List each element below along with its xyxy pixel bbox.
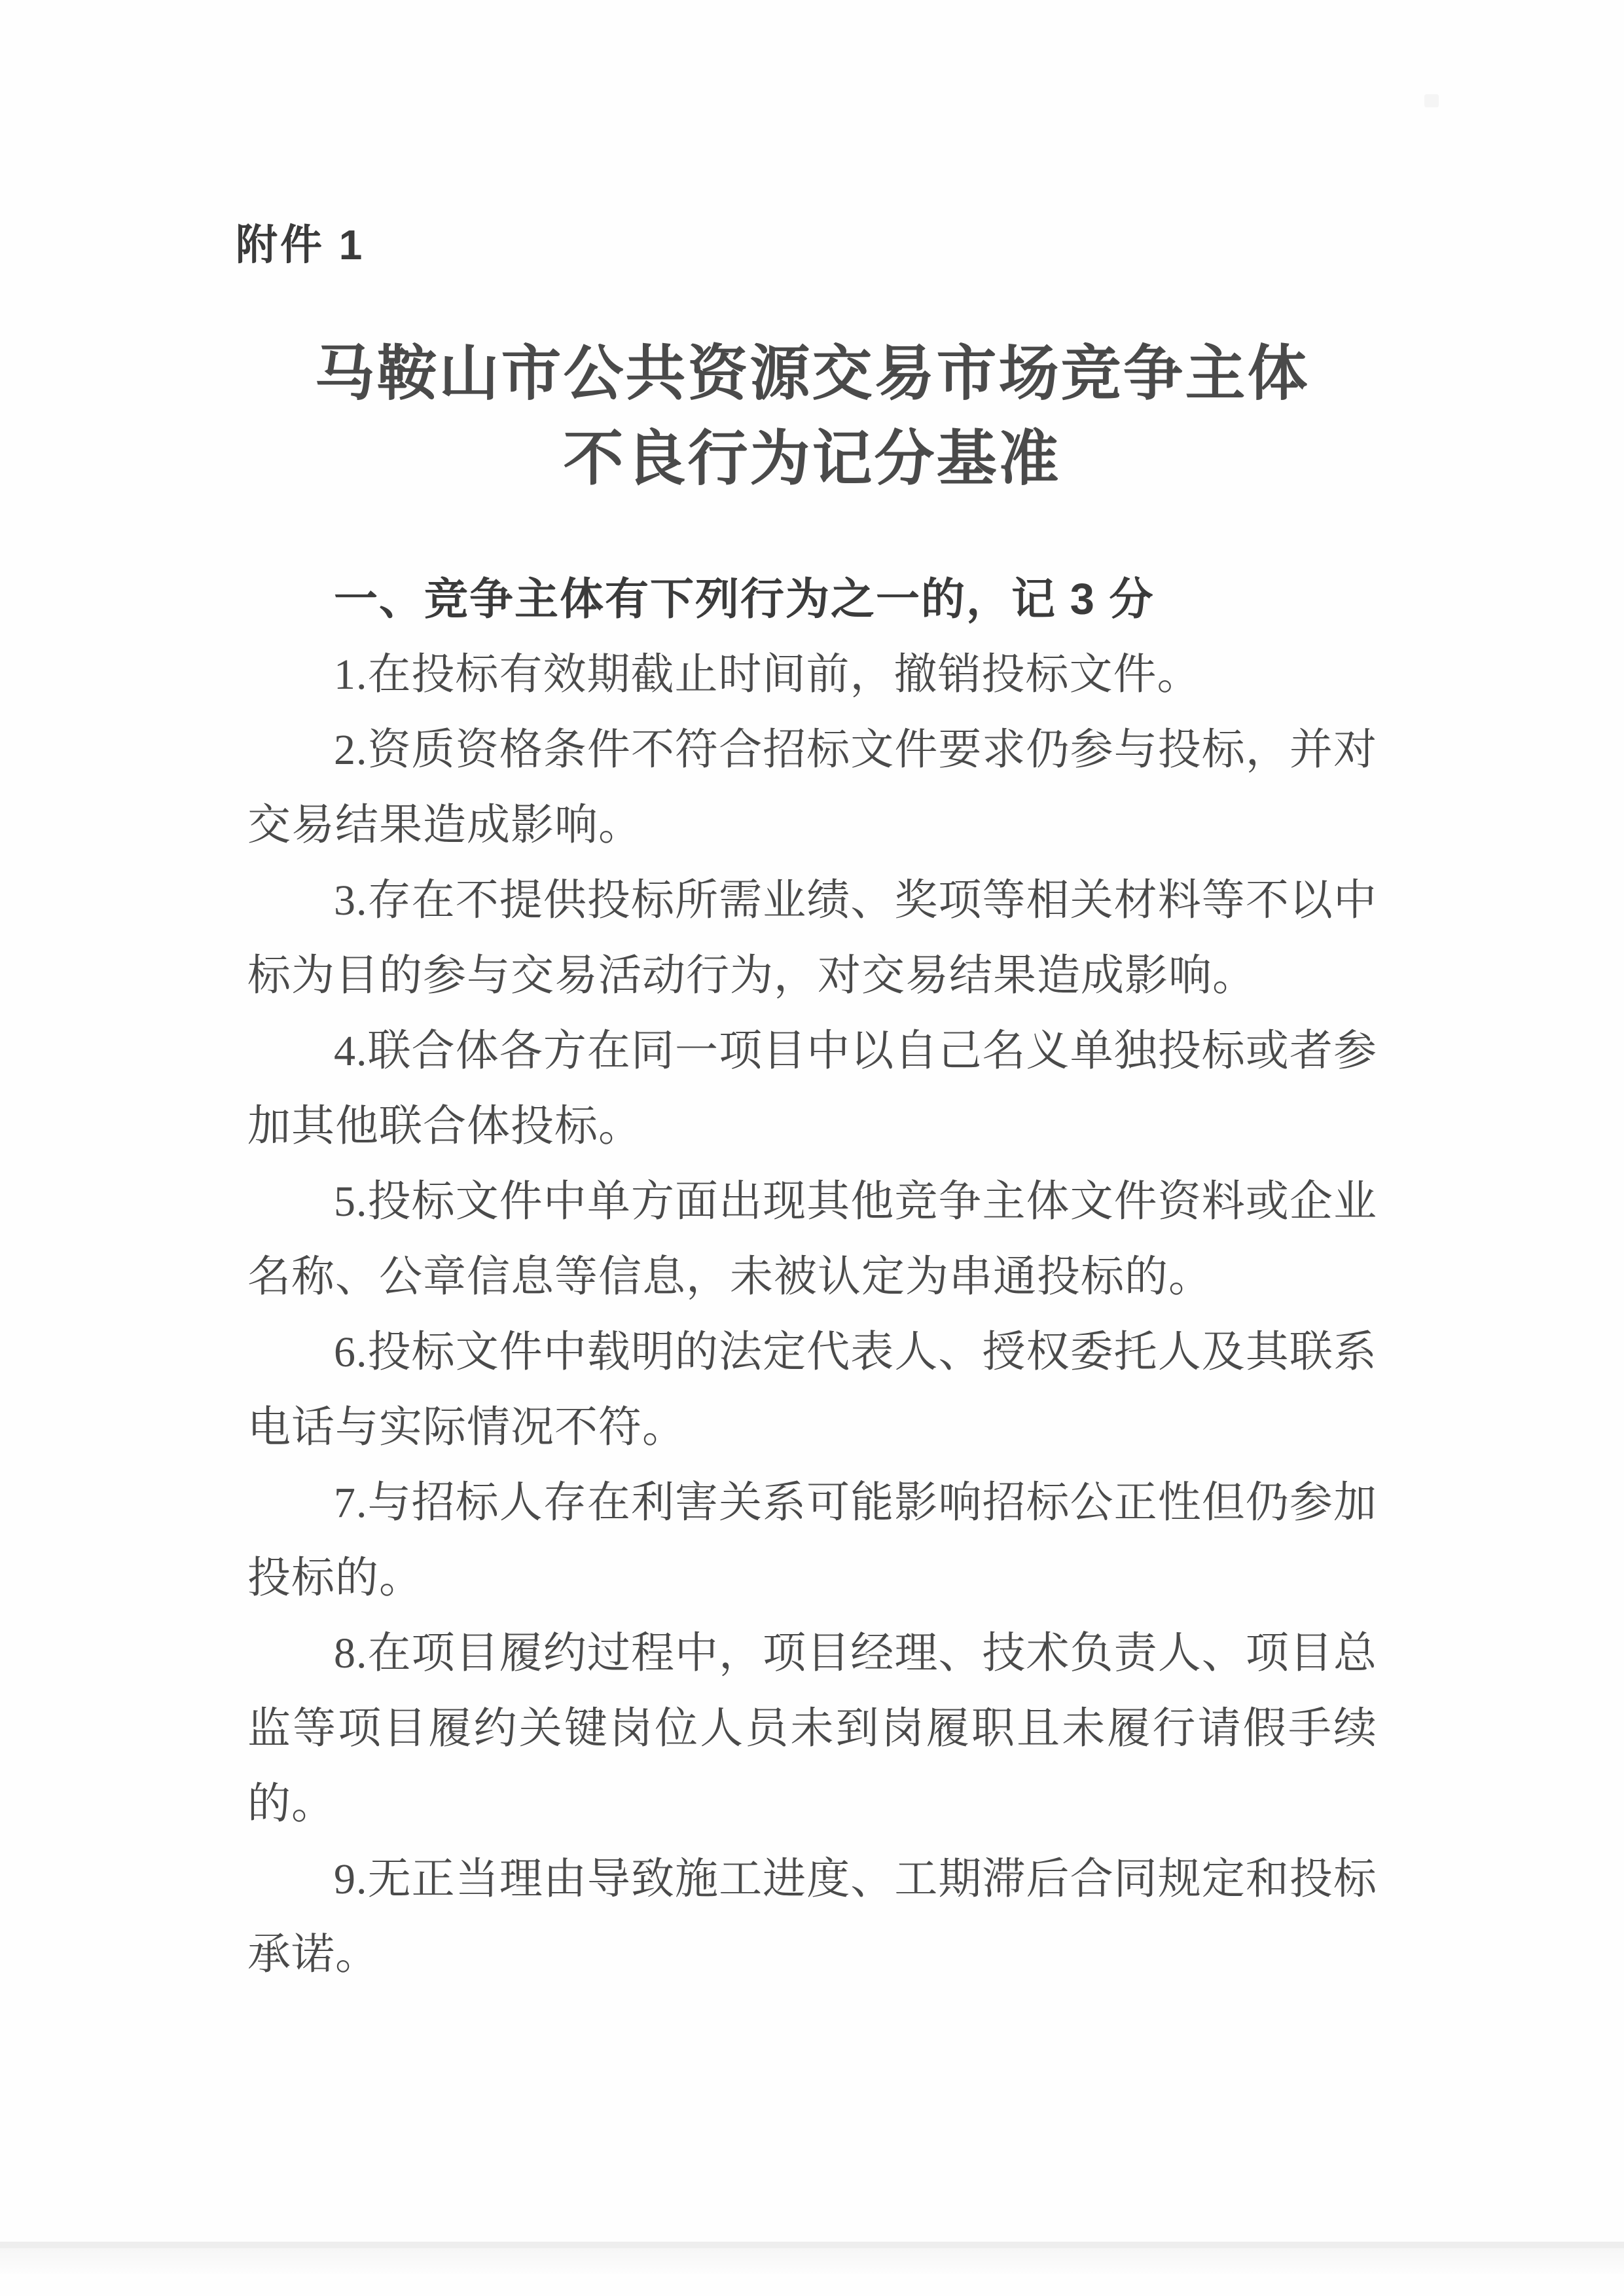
clause-item-1: 1.在投标有效期截止时间前，撤销投标文件。 bbox=[334, 651, 1201, 699]
clause-item-9: 9.无正当理由导致施工进度、工期滞后合同规定和投标承诺。 bbox=[247, 1855, 1377, 1978]
scan-artifact-smudge bbox=[1424, 94, 1439, 107]
clause-item-5: 5.投标文件中单方面出现其他竞争主体文件资料或企业名称、公章信息等信息，未被认定为串通投标的。 bbox=[247, 1178, 1377, 1301]
document-title-line-1: 马鞍山市公共资源交易市场竞争主体 bbox=[314, 340, 1310, 407]
clause-item-2: 2.资质资格条件不符合招标文件要求仍参与投标，并对交易结果造成影响。 bbox=[247, 726, 1377, 849]
clause-item-8: 8.在项目履约过程中，项目经理、技术负责人、项目总监等项目履约关键岗位人员未到岗履职且未履行请假手续的。 bbox=[247, 1630, 1377, 1828]
clause-item-3: 3.存在不提供投标所需业绩、奖项等相关材料等不以中标为目的参与交易活动行为，对交易结果造成影响。 bbox=[247, 877, 1377, 1000]
document-title-line-2: 不良行为记分基准 bbox=[563, 426, 1061, 492]
scan-artifact-band bbox=[0, 2242, 1624, 2248]
clause-item-6: 6.投标文件中载明的法定代表人、授权委托人及其联系电话与实际情况不符。 bbox=[247, 1328, 1377, 1451]
clause-item-7: 7.与招标人存在利害关系可能影响招标公正性但仍参加投标的。 bbox=[247, 1479, 1377, 1602]
attachment-label: 附件 1 bbox=[236, 221, 365, 268]
clause-item-4: 4.联合体各方在同一项目中以自己名义单独投标或者参加其他联合体投标。 bbox=[247, 1027, 1377, 1150]
document-title bbox=[0, 331, 1624, 501]
document-body bbox=[247, 562, 1377, 1992]
scan-artifact-band-shadow bbox=[0, 2248, 1624, 2274]
section-heading: 一、竞争主体有下列行为之一的，记 3 分 bbox=[334, 575, 1155, 624]
